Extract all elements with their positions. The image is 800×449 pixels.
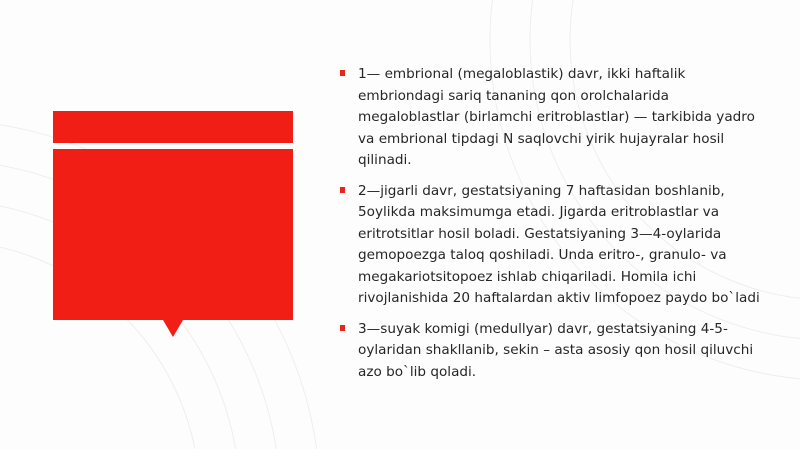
bullet-text-1: 1— embrional (megaloblastik) davr, ikki haftalik embriondagi sariq tananing qon orolchalarida megaloblastlar (birlamchi eritroblastlar) — tarkibida yadro va embrional tipdagi N saqlovchi yirik hujayralar hosil qilinadi. [358, 66, 755, 168]
bullet-marker-icon [340, 70, 345, 76]
bullet-item-1 [340, 64, 760, 172]
bullet-text-3: 3—suyak komigi (medullyar) davr, gestatsiyaning 4-5- oylaridan shakllanib, sekin – asta asosiy qon hosil qiluvchi azo bo`lib qoladi. [358, 320, 754, 380]
bullet-marker-icon [340, 325, 345, 331]
bullet-item-2 [340, 181, 760, 310]
bullet-text-2: 2—jigarli davr, gestatsiyaning 7 haftasidan boshlanib, 5oylikda maksimumga etadi. Jigarda eritroblastlar va eritrotsitlar hosil boladi. Gestatsiyaning 3—4-oylarida gemopoezga taloq qoshiladi. Unda eritro-, granulo- va megakariotsitopoez ishlab chiqariladi. Homila ichi rivojlanishida 20 haftalardan aktiv limfopoez paydo bo`ladi [358, 182, 760, 306]
bullet-list [340, 64, 760, 392]
bullet-marker-icon [340, 187, 345, 193]
bullet-item-3 [340, 319, 760, 384]
callout-tail [163, 320, 183, 337]
title-placeholder-band [53, 111, 293, 143]
callout-box [53, 149, 293, 320]
